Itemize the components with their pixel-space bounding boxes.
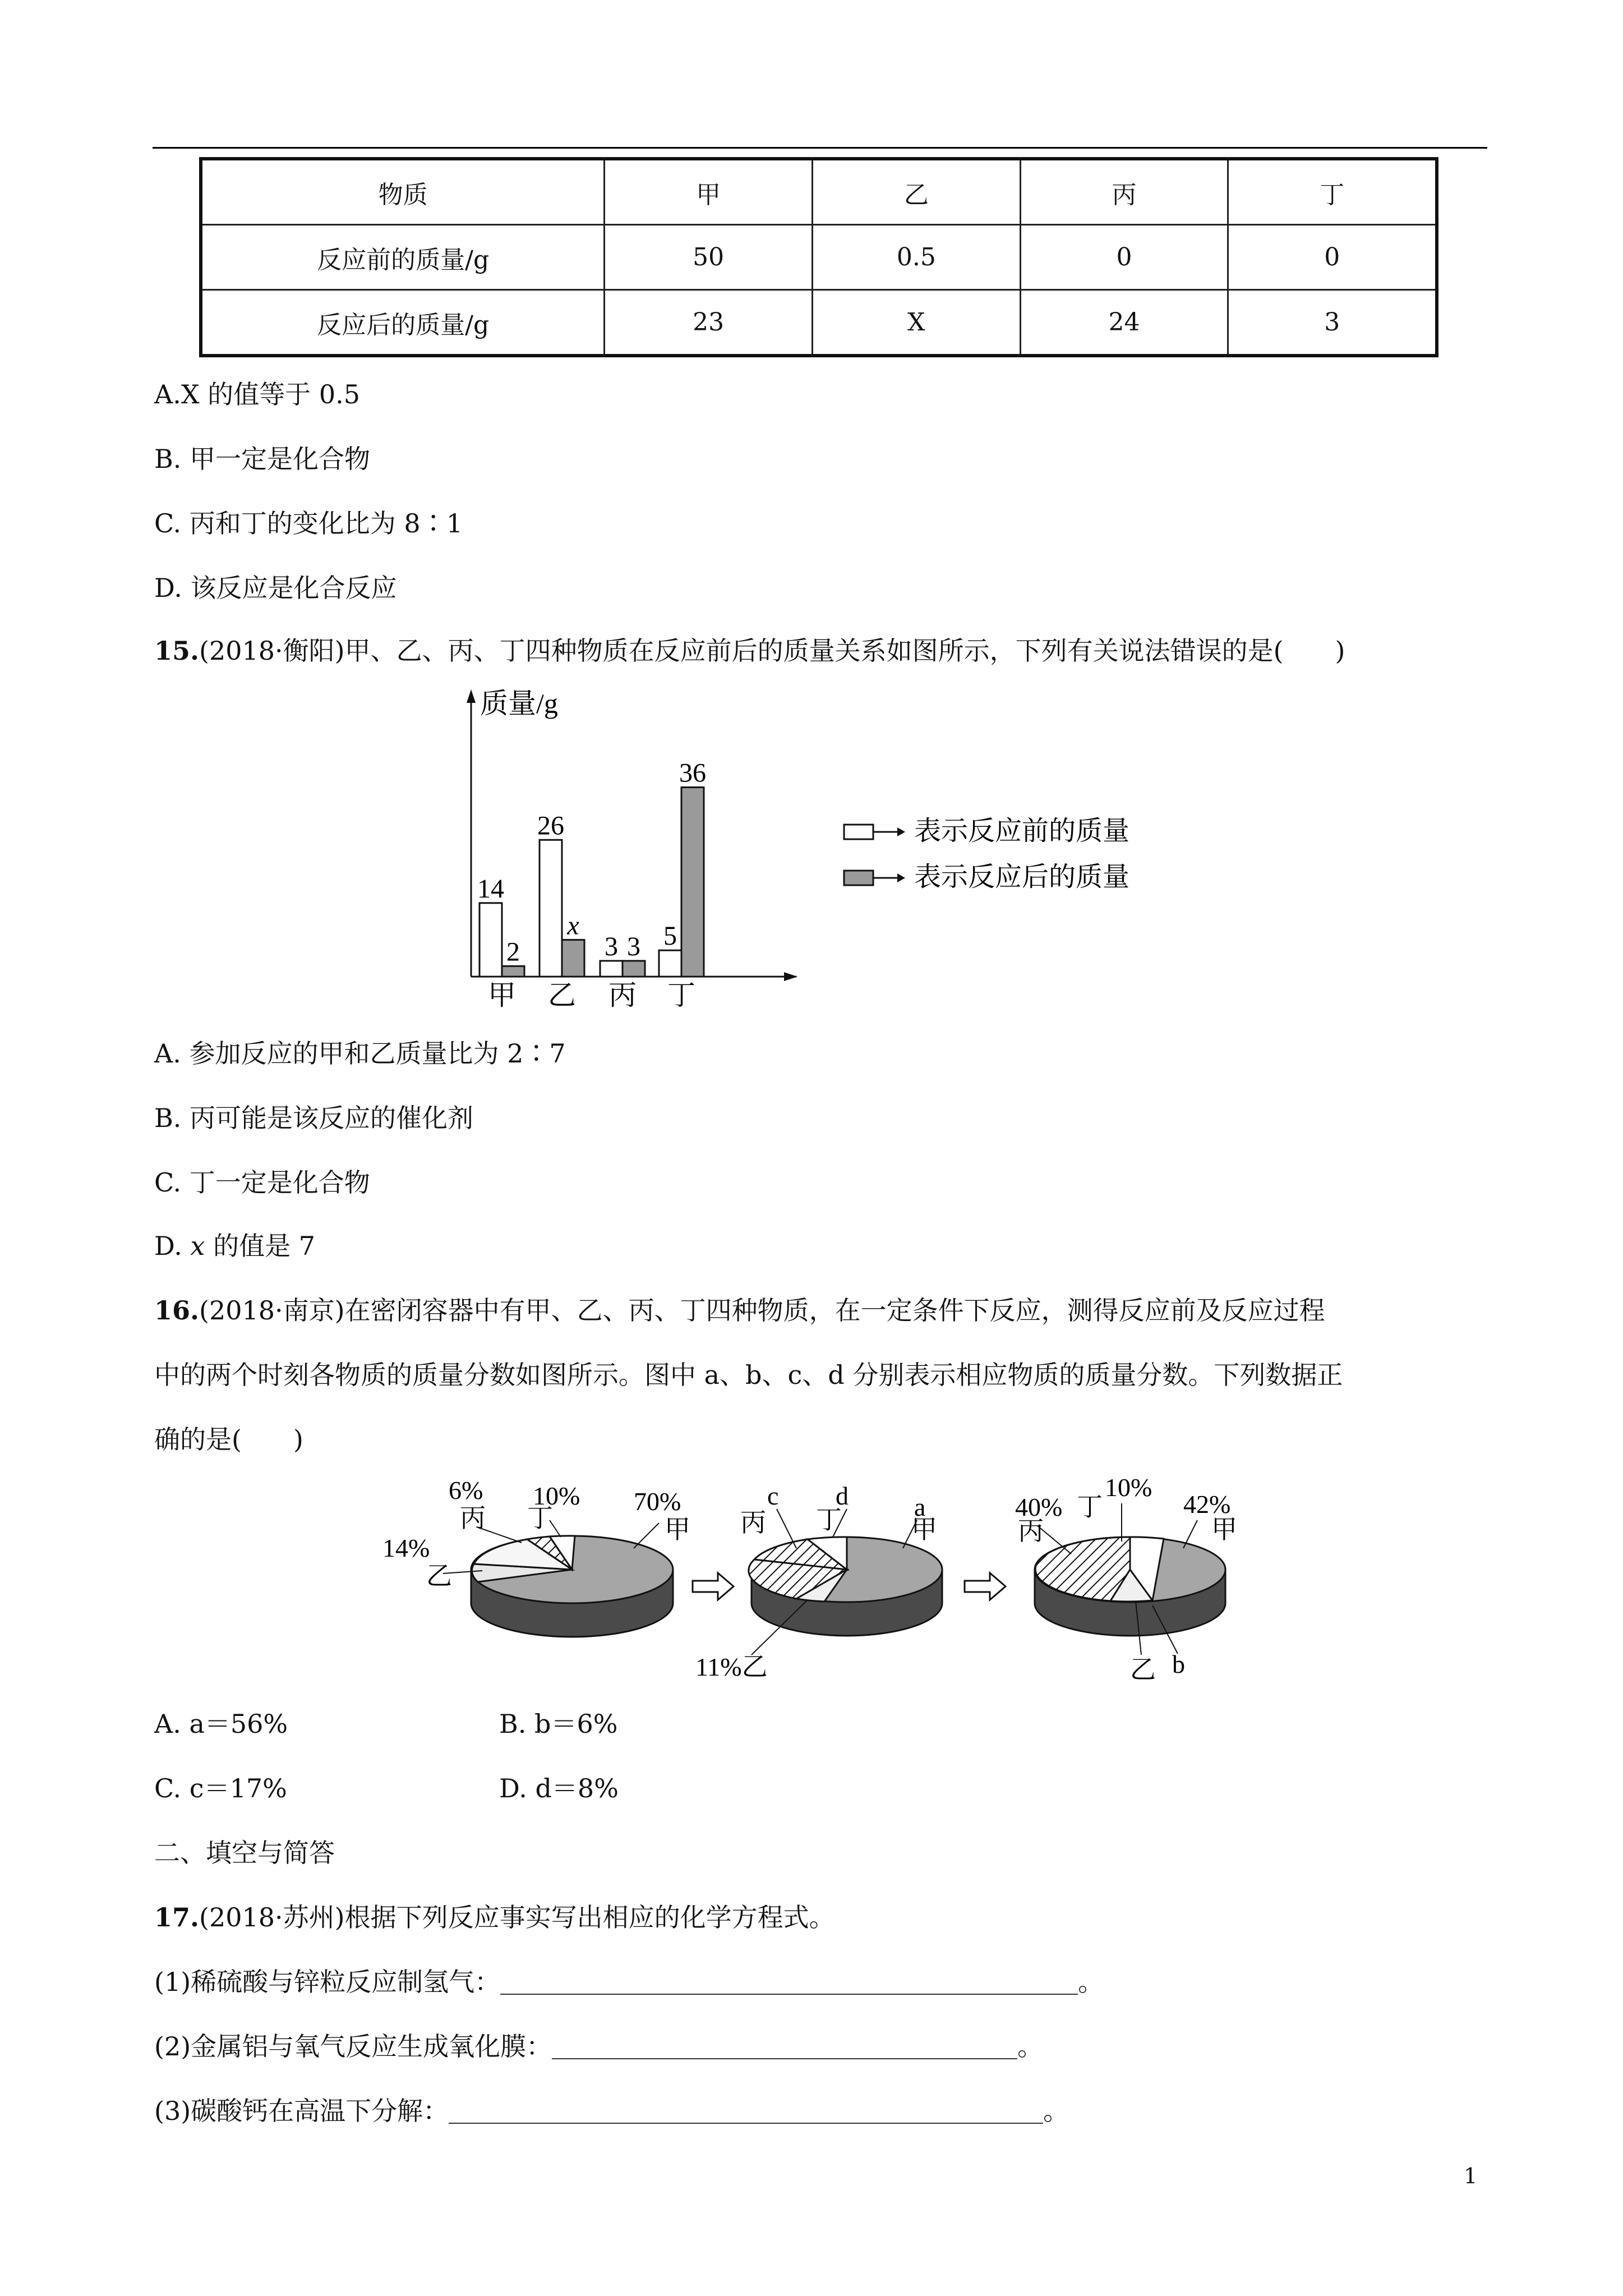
table-cell: X <box>812 290 1020 356</box>
bar <box>479 903 502 977</box>
q14-option-c: C. 丙和丁的变化比为 8∶1 <box>154 508 463 539</box>
page-number: 1 <box>1464 2164 1478 2188</box>
pie-label: 丙 <box>1018 1517 1044 1545</box>
arrow-icon <box>693 1573 734 1600</box>
table-cell: 0 <box>1020 225 1228 290</box>
data-label: x <box>567 910 579 941</box>
table-cell: 反应前的质量/g <box>201 225 605 290</box>
header-rule <box>153 147 1487 149</box>
chart-legend <box>844 816 1129 892</box>
bar <box>540 840 562 977</box>
table-row <box>201 290 1437 356</box>
answer-blank[interactable] <box>449 2100 1043 2124</box>
data-label: 5 <box>663 921 677 951</box>
question-17 <box>154 1904 835 1930</box>
q16-option-c: C. c＝17% <box>154 1773 287 1803</box>
bar <box>562 940 584 977</box>
bar <box>681 788 704 977</box>
question-number: 16. <box>154 1295 200 1326</box>
pie-label: 丙 <box>460 1504 486 1533</box>
table-row <box>201 225 1437 290</box>
q15-option-b: B. 丙可能是该反应的催化剂 <box>154 1103 474 1133</box>
x-axis-arrow-icon <box>784 972 797 981</box>
x-tick-label: 甲 <box>488 979 516 1011</box>
bar <box>502 966 524 977</box>
question-16-line3: 确的是( ) <box>154 1424 303 1455</box>
legend-swatch-after <box>844 871 873 885</box>
data-label: 26 <box>537 811 564 841</box>
data-label: 3 <box>605 931 618 961</box>
table-cell: 0.5 <box>812 225 1020 290</box>
q15-option-a: A. 参加反应的甲和乙质量比为 2∶7 <box>154 1038 566 1069</box>
item-end: 。 <box>1017 2031 1044 2062</box>
answer-blank[interactable] <box>552 2036 1017 2059</box>
variable-x: x <box>190 1231 205 1261</box>
pie-label: 6% <box>449 1476 483 1504</box>
data-label: 14 <box>477 873 504 904</box>
q17-item-1 <box>154 1969 1104 1995</box>
q17-item-2 <box>154 2031 1044 2062</box>
bar <box>659 950 681 977</box>
item-text: (1)稀硫酸与锌粒反应制氢气： <box>154 1967 501 1997</box>
leader-line <box>634 1523 659 1548</box>
table-cell: 3 <box>1228 290 1437 356</box>
q14-option-b: B. 甲一定是化合物 <box>154 444 371 474</box>
q15-option-c: C. 丁一定是化合物 <box>154 1167 370 1198</box>
table-cell: 反应后的质量/g <box>201 290 605 356</box>
q16-option-d: D. d＝8% <box>499 1773 619 1803</box>
pie-charts-figure <box>381 1475 1279 1688</box>
pie-label: a <box>914 1493 926 1521</box>
table-cell: 24 <box>1020 290 1228 356</box>
pie-label: d <box>836 1481 849 1510</box>
section-heading: 二、填空与简答 <box>154 1838 335 1868</box>
pie-label: 丙 <box>740 1508 766 1537</box>
pie-label: 40% <box>1015 1493 1063 1521</box>
question-16-line2: 中的两个时刻各物质的质量分数如图所示。图中 a、b、c、d 分别表示相应物质的质量分数。下列数据正 <box>154 1360 1343 1390</box>
item-end: 。 <box>1043 2096 1069 2126</box>
arrow-icon <box>897 873 905 882</box>
question-stem: (2018·衡阳)甲、乙、丙、丁四种物质在反应前后的质量关系如图所示，下列有关说法错误的是( ) <box>199 636 1345 666</box>
pie-chart-3 <box>1015 1475 1237 1684</box>
leader-line <box>777 1509 796 1548</box>
leader-line <box>477 1527 522 1543</box>
pie-label: b <box>1172 1650 1185 1678</box>
legend-label-after: 表示反应后的质量 <box>914 862 1130 892</box>
pie-label: 10% <box>533 1481 580 1510</box>
x-tick-label: 丁 <box>667 979 695 1011</box>
pie-label: 11%乙 <box>695 1653 768 1681</box>
bar <box>600 961 623 977</box>
pie-chart-2 <box>695 1481 942 1681</box>
table-header-cell: 物质 <box>201 159 605 225</box>
y-axis-label: 质量/g <box>480 688 558 719</box>
table-cell: 50 <box>605 225 813 290</box>
question-15 <box>154 638 1345 664</box>
x-tick-label: 乙 <box>548 979 576 1011</box>
q14-option-d: D. 该反应是化合反应 <box>154 573 397 603</box>
question-number: 15. <box>154 636 200 666</box>
item-text: (2)金属铝与氧气反应生成氧化膜： <box>154 2031 552 2062</box>
pie-label: c <box>767 1481 779 1510</box>
q17-item-3 <box>154 2098 1069 2124</box>
pie-chart-1 <box>382 1476 690 1637</box>
x-tick-label: 丙 <box>608 979 637 1011</box>
legend-swatch-before <box>844 825 873 839</box>
question-stem: (2018·南京)在密闭容器中有甲、乙、丙、丁四种物质，在一定条件下反应，测得反应前及反应过程 <box>199 1295 1325 1326</box>
pie-label: 丁 <box>527 1504 553 1533</box>
option-suffix: 的值是 7 <box>205 1231 315 1261</box>
question-stem: (2018·苏州)根据下列反应事实写出相应的化学方程式。 <box>199 1902 835 1932</box>
q15-option-d <box>154 1233 315 1259</box>
table-cell: 23 <box>605 290 813 356</box>
bar <box>623 961 645 977</box>
legend-label-before: 表示反应前的质量 <box>914 816 1130 846</box>
question-number: 17. <box>154 1902 200 1932</box>
question-16-line1 <box>154 1295 1325 1326</box>
option-prefix: D. <box>154 1231 191 1261</box>
table-header-cell: 甲 <box>605 159 813 225</box>
y-axis-arrow-icon <box>467 689 476 703</box>
pie-label: 42% <box>1183 1490 1231 1519</box>
table-header-cell: 乙 <box>812 159 1020 225</box>
arrow-icon <box>897 827 905 836</box>
bar-chart-plot <box>467 688 797 1011</box>
pie-label: 14% <box>382 1534 430 1562</box>
q14-option-a: A.X 的值等于 0.5 <box>154 379 360 409</box>
pie-label: 70% <box>634 1487 681 1516</box>
data-label: 3 <box>627 931 640 961</box>
pie-label: 甲 <box>911 1515 937 1544</box>
data-label: 2 <box>506 937 520 967</box>
pie-label: 乙 <box>1130 1655 1156 1684</box>
table-cell: 0 <box>1228 225 1437 290</box>
answer-blank[interactable] <box>500 1971 1078 1995</box>
pie-label: 丁 <box>1077 1493 1103 1521</box>
table-header-row <box>201 159 1437 225</box>
q16-option-b: B. b＝6% <box>499 1709 618 1739</box>
pie-label: 10% <box>1105 1475 1152 1502</box>
data-label: 36 <box>679 758 706 788</box>
item-end: 。 <box>1078 1967 1104 1997</box>
table-header-cell: 丁 <box>1228 159 1437 225</box>
mass-table <box>199 157 1438 357</box>
item-text: (3)碳酸钙在高温下分解： <box>154 2096 449 2126</box>
pie-label: 甲 <box>1211 1515 1237 1544</box>
pie-label: 甲 <box>665 1515 690 1544</box>
pie-label: 丁 <box>816 1506 842 1534</box>
mass-bar-chart <box>449 687 1234 1024</box>
q16-option-a: A. a＝56% <box>154 1709 288 1739</box>
table-header-cell: 丙 <box>1020 159 1228 225</box>
arrow-icon <box>965 1573 1006 1600</box>
pie-label: 乙 <box>426 1562 452 1590</box>
